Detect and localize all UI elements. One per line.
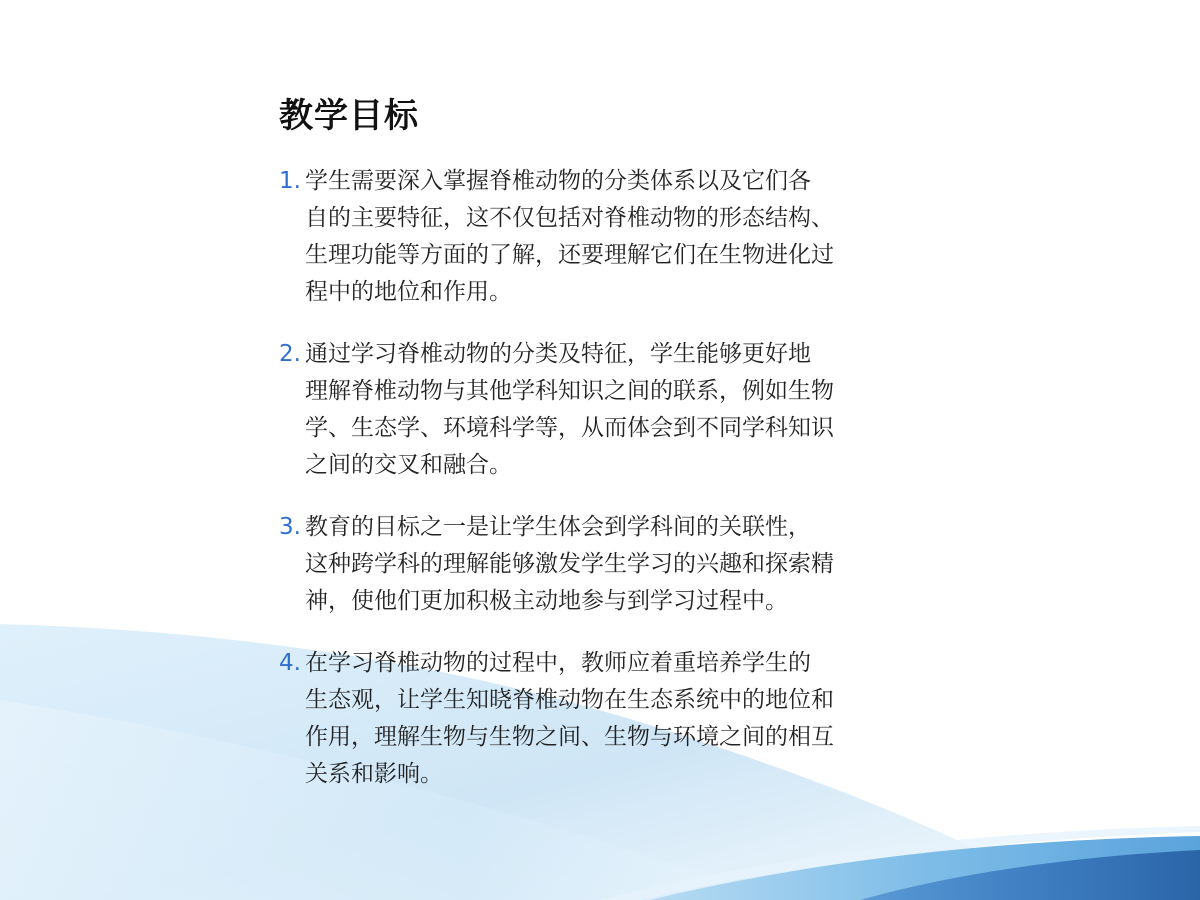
objective-list [279,163,939,793]
item-text [305,645,917,793]
item-number: 1. [279,167,301,194]
item-line: 关系和影响。 [304,760,443,787]
slide-title: 教学目标 [279,96,419,136]
item-line: 学、生态学、环境科学等，从而体会到不同学科知识 [304,414,834,441]
item-line: 在学习脊椎动物的过程中，教师应着重培养学生的 [304,649,811,676]
item-line: 教育的目标之一是让学生体会到学科间的关联性， [304,513,811,540]
item-text [305,509,917,620]
item-line: 生理功能等方面的了解，还要理解它们在生物进化过 [304,241,834,268]
item-line: 程中的地位和作用。 [304,278,512,305]
item-line: 自的主要特征，这不仅包括对脊椎动物的形态结构、 [304,204,834,231]
item-line: 这种跨学科的理解能够激发学生学习的兴趣和探索精 [304,550,834,577]
objective-item [279,645,939,793]
item-number: 4. [279,649,301,676]
objective-item [279,509,939,620]
objective-item [279,163,939,311]
item-line: 通过学习脊椎动物的分类及特征，学生能够更好地 [304,340,811,367]
item-line: 学生需要深入掌握脊椎动物的分类体系以及它们各 [304,167,811,194]
slide-content [279,96,939,818]
item-line: 理解脊椎动物与其他学科知识之间的联系，例如生物 [304,377,834,404]
item-line: 之间的交叉和融合。 [304,451,512,478]
item-line: 神，使他们更加积极主动地参与到学习过程中。 [304,587,788,614]
item-line: 作用，理解生物与生物之间、生物与环境之间的相互 [304,723,834,750]
objective-item [279,336,939,484]
item-line: 生态观，让学生知晓脊椎动物在生态系统中的地位和 [304,686,834,713]
item-text [305,336,917,484]
item-number: 2. [279,340,301,367]
item-text [305,163,917,311]
item-number: 3. [279,513,301,540]
